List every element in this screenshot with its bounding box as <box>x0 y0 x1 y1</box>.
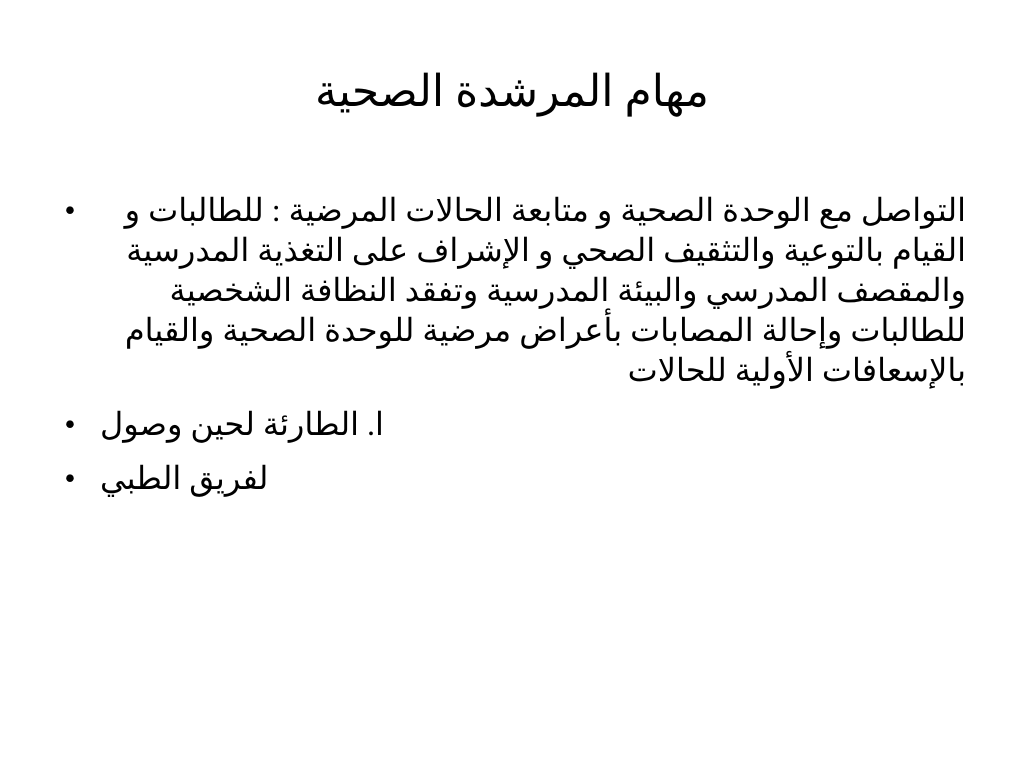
bullet-item-2 <box>56 404 966 444</box>
bullet-text-1: التواصل مع الوحدة الصحية و متابعة الحالات المرضية : للطالبات و القيام بالتوعية والتثقيف الصحي و الإشراف على التغذية المدرسية والمقصف المدرسي والبيئة المدرسية وتفقد النظافة الشخصية للطالبات وإحالة المصابات بأعراض مرضية للوحدة الصحية والقيام بالإسعافات الأولية للحالات <box>124 192 966 388</box>
bullet-list <box>56 190 966 512</box>
bullet-marker-icon: • <box>64 192 76 228</box>
slide-title: مهام المرشدة الصحية <box>315 67 709 116</box>
bullet-marker-icon: • <box>64 460 76 496</box>
bullet-item-3 <box>56 458 966 498</box>
bullet-marker-icon: • <box>64 406 76 442</box>
bullet-text-3: لفريق الطبي <box>100 460 269 496</box>
bullet-text-2: ا. الطارئة لحين وصول <box>100 406 384 442</box>
bullet-item-1 <box>56 190 966 390</box>
